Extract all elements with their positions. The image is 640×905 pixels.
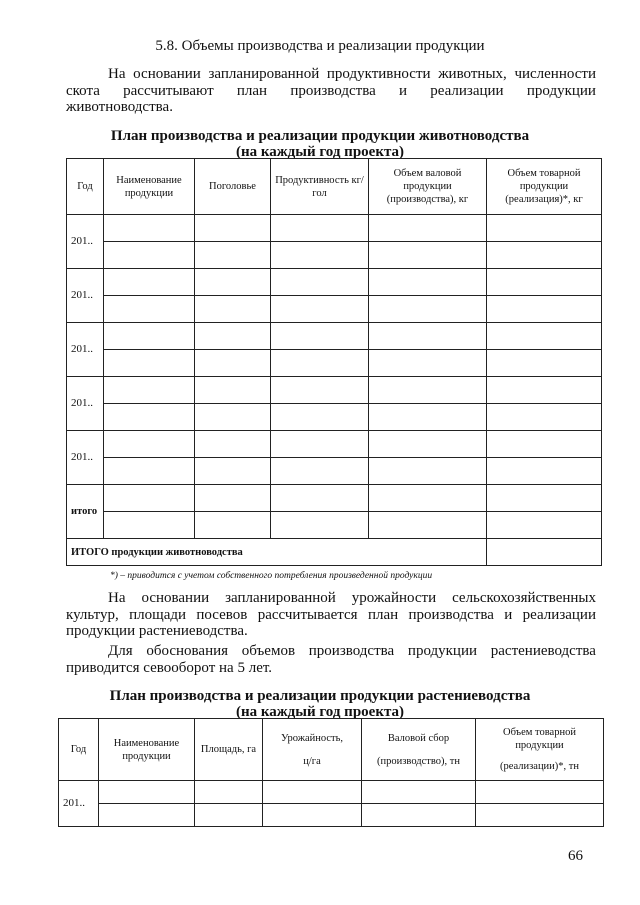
livestock-plan-table <box>66 158 602 566</box>
table-cell[interactable] <box>369 404 487 431</box>
text-line: приводится севооборот на 5 лет. <box>66 659 273 676</box>
table-cell[interactable] <box>369 296 487 323</box>
row-itogo-label: итого <box>67 485 104 539</box>
header-market-output: Объем товарной продукции (реализация)*, кг <box>487 159 602 215</box>
table-cell[interactable] <box>369 242 487 269</box>
text-word: запланированной <box>208 66 320 82</box>
table-cell[interactable] <box>263 804 362 827</box>
table-cell[interactable] <box>195 215 271 242</box>
row-year-label: 201.. <box>59 781 99 827</box>
text-word: обоснования <box>146 643 229 659</box>
table-row <box>67 296 602 323</box>
table-cell[interactable] <box>271 269 369 296</box>
table-cell[interactable] <box>195 512 271 539</box>
table-cell[interactable] <box>487 485 602 512</box>
table-cell[interactable] <box>369 350 487 377</box>
text-word: На <box>108 590 126 606</box>
page-number: 66 <box>568 848 583 864</box>
text-word: животных, <box>438 66 507 82</box>
header-area: Площадь, га <box>195 719 263 781</box>
table1-title-line1: План производства и реализации продукции животноводства <box>110 128 530 144</box>
table-cell[interactable] <box>104 458 195 485</box>
table-row <box>67 350 602 377</box>
table-cell[interactable] <box>271 512 369 539</box>
table-cell[interactable] <box>195 323 271 350</box>
table-cell[interactable] <box>369 485 487 512</box>
header-gross-harvest <box>362 719 476 781</box>
table-cell[interactable] <box>369 512 487 539</box>
table-cell[interactable] <box>195 485 271 512</box>
text-line: животноводства. <box>66 99 173 115</box>
table-cell[interactable] <box>195 781 263 804</box>
table-cell[interactable] <box>195 431 271 458</box>
header-livestock: Поголовье <box>195 159 271 215</box>
table-cell[interactable] <box>99 781 195 804</box>
table-row <box>67 269 602 296</box>
section-heading: 5.8. Объемы производства и реализации продукции <box>155 38 485 54</box>
table-cell[interactable] <box>369 458 487 485</box>
footnote: *) – приводится с учетом собственного потребления произведенной продукции <box>110 571 433 581</box>
table-row <box>67 431 602 458</box>
table-cell[interactable] <box>487 404 602 431</box>
header-product-name: Наименование продукции <box>99 719 195 781</box>
text-word: запланированной <box>225 590 336 606</box>
table-cell[interactable] <box>104 485 195 512</box>
header-market-output <box>476 719 604 781</box>
table-cell[interactable] <box>271 404 369 431</box>
table-cell[interactable] <box>195 296 271 323</box>
text-word: растениеводства <box>490 643 596 659</box>
table-cell[interactable] <box>369 269 487 296</box>
row-year-label: 201.. <box>67 269 104 323</box>
table-cell[interactable] <box>271 485 369 512</box>
row-year-label: 201.. <box>67 377 104 431</box>
table-cell[interactable] <box>487 512 602 539</box>
header-yield-line2: ц/га <box>303 755 321 767</box>
table-cell[interactable] <box>476 804 604 827</box>
table-header-row <box>67 159 602 215</box>
paragraph-livestock-intro <box>66 66 596 116</box>
text-word: основании <box>141 590 210 606</box>
text-line: продукции растениеводства. <box>66 623 248 639</box>
table1-title-line2: (на каждый год проекта) <box>235 144 405 160</box>
text-word: производства <box>290 82 376 99</box>
table-cell[interactable] <box>104 350 195 377</box>
table-row <box>67 215 602 242</box>
table-row <box>67 458 602 485</box>
text-word: продуктивности <box>326 66 431 82</box>
table-cell[interactable] <box>487 296 602 323</box>
paragraph-crop-rotation <box>66 643 596 676</box>
total-label: ИТОГО продукции животноводства <box>67 539 487 566</box>
table-cell[interactable] <box>99 804 195 827</box>
row-year-label: 201.. <box>67 323 104 377</box>
text-word: объемов <box>241 643 296 659</box>
table-row <box>59 804 604 827</box>
table-cell[interactable] <box>195 242 271 269</box>
text-word: сельскохозяйственных <box>452 590 596 606</box>
text-word: урожайности <box>351 590 437 606</box>
table-cell[interactable] <box>104 296 195 323</box>
text-word: и <box>399 82 408 99</box>
table-row <box>67 377 602 404</box>
table-cell[interactable] <box>271 458 369 485</box>
table-cell[interactable] <box>195 350 271 377</box>
table-cell[interactable] <box>476 781 604 804</box>
header-market-line2: (реализации)*, тн <box>499 761 580 772</box>
table-row <box>67 404 602 431</box>
table-cell[interactable] <box>487 431 602 458</box>
header-yield <box>263 719 362 781</box>
header-year: Год <box>67 159 104 215</box>
table-cell[interactable] <box>487 458 602 485</box>
header-product-name: Наименование продукции <box>104 159 195 215</box>
table-cell[interactable] <box>195 458 271 485</box>
table-cell[interactable] <box>271 431 369 458</box>
table-cell[interactable] <box>104 215 195 242</box>
table-header-row <box>59 719 604 781</box>
header-year: Год <box>59 719 99 781</box>
table-cell[interactable] <box>271 350 369 377</box>
table-cell[interactable] <box>195 804 263 827</box>
table2-title <box>0 688 640 720</box>
table-cell[interactable] <box>104 512 195 539</box>
table-cell[interactable] <box>104 404 195 431</box>
table-cell[interactable] <box>369 323 487 350</box>
table-cell[interactable] <box>195 269 271 296</box>
table-cell[interactable] <box>369 215 487 242</box>
table-cell[interactable] <box>271 296 369 323</box>
paragraph-crop-intro <box>66 590 596 640</box>
table-total-row <box>67 539 602 566</box>
table-cell[interactable] <box>104 431 195 458</box>
table-cell[interactable] <box>195 404 271 431</box>
table-cell[interactable] <box>271 215 369 242</box>
header-market-line1: Объем товарной продукции <box>503 727 576 751</box>
table-cell[interactable] <box>104 323 195 350</box>
table-cell[interactable] <box>271 377 369 404</box>
table-cell[interactable] <box>487 242 602 269</box>
header-gross-line2: (производство), тн <box>377 755 460 767</box>
text-word: продукции <box>526 82 596 99</box>
table-row <box>59 781 604 804</box>
table1-title <box>0 128 640 160</box>
header-yield-line1: Урожайность, <box>280 732 344 744</box>
table-cell[interactable] <box>195 377 271 404</box>
table-cell[interactable] <box>362 781 476 804</box>
table-cell[interactable] <box>263 781 362 804</box>
header-productivity: Продуктивность кг/гол <box>271 159 369 215</box>
text-word: план <box>236 82 268 99</box>
table-cell[interactable] <box>487 323 602 350</box>
table-cell[interactable] <box>487 215 602 242</box>
row-year-label: 201.. <box>67 431 104 485</box>
text-word: производства <box>308 643 395 659</box>
table-cell[interactable] <box>487 269 602 296</box>
text-word: численности <box>514 66 596 82</box>
text-line: культур, площади посевов рассчитывается план производства и реализации <box>66 606 596 623</box>
text-word: продукции <box>407 643 478 659</box>
table-cell[interactable] <box>362 804 476 827</box>
table-cell[interactable] <box>369 377 487 404</box>
table2-title-line2: (на каждый год проекта) <box>235 704 405 720</box>
table-cell[interactable] <box>104 269 195 296</box>
table-cell[interactable] <box>104 242 195 269</box>
header-gross-output: Объем валовой продукции (производства), кг <box>369 159 487 215</box>
table-cell[interactable] <box>271 242 369 269</box>
table-cell[interactable] <box>369 431 487 458</box>
header-gross-line1: Валовой сбор <box>387 732 450 744</box>
table-cell[interactable] <box>487 377 602 404</box>
table-cell[interactable] <box>104 377 195 404</box>
table-cell[interactable] <box>487 350 602 377</box>
text-word: реализации <box>430 82 504 99</box>
table-row <box>67 323 602 350</box>
table-row <box>67 512 602 539</box>
table-row <box>67 242 602 269</box>
text-word: рассчитывают <box>123 82 214 99</box>
table-cell[interactable] <box>271 323 369 350</box>
table2-title-line1: План производства и реализации продукции растениеводства <box>109 688 531 704</box>
row-year-label: 201.. <box>67 215 104 269</box>
crop-plan-table <box>58 718 604 827</box>
table-cell[interactable] <box>487 539 602 566</box>
text-word: На <box>108 66 126 82</box>
text-word: Для <box>108 643 133 659</box>
text-word: основании <box>133 66 201 82</box>
text-word: скота <box>66 82 100 99</box>
table-row <box>67 485 602 512</box>
